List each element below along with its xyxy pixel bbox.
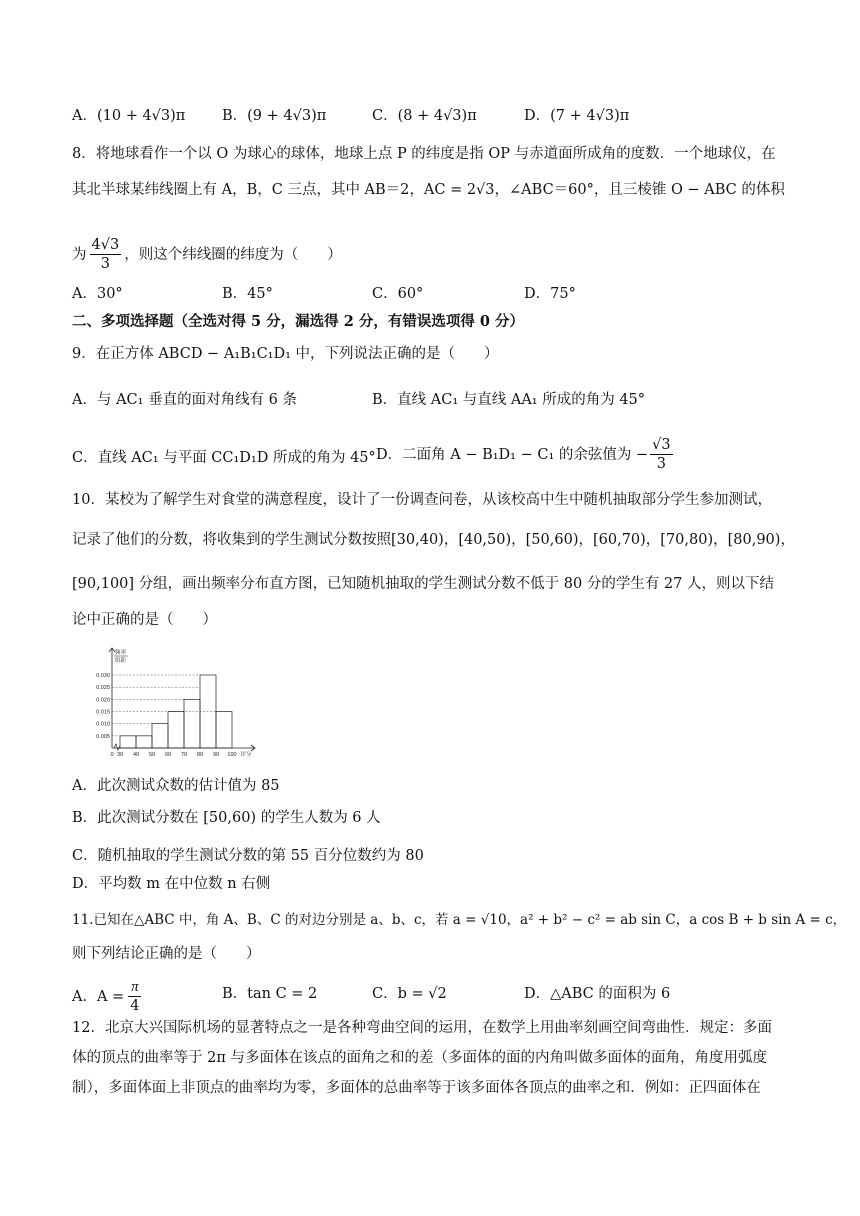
q7-option-d: D．(7 + 4√3)π (524, 108, 630, 124)
q8-option-c: C．60° (372, 286, 424, 302)
x-tick-label: 70 (180, 752, 188, 758)
q11-option-a (72, 978, 141, 1015)
histogram-bar (120, 736, 136, 748)
y-axis-label-bottom: 组距 (115, 658, 127, 664)
q11-option-b: B．tan C = 2 (222, 986, 318, 1002)
y-tick-label: 0.020 (96, 697, 110, 704)
q9-option-d (376, 436, 673, 473)
histogram-bar (136, 736, 152, 748)
axis-break-icon (114, 744, 120, 750)
q8-fraction-numerator: 4√3 (91, 237, 120, 253)
y-axis-label-top: 频率 (115, 650, 127, 656)
y-tick-label: 0.005 (96, 733, 110, 740)
histogram-bar (184, 699, 200, 748)
q9-option-b: B．直线 AC₁ 与直线 AA₁ 所成的角为 45° (372, 392, 646, 408)
q9-fraction-numerator: √3 (652, 437, 671, 453)
q8-fraction (90, 236, 122, 273)
q10-option-c: C．随机抽取的学生测试分数的第 55 百分位数约为 80 (72, 848, 424, 864)
x-tick-label: 50 (148, 752, 156, 758)
q7-option-b: B．(9 + 4√3)π (222, 108, 327, 124)
q8-stem-line2: 其北半球某纬线圈上有 A，B，C 三点，其中 AB＝2，AC = 2√3，∠ABC＝60°，且三棱锥 O − ABC 的体积 (72, 182, 785, 198)
histogram-bar (168, 712, 184, 749)
x-tick-label: 60 (164, 752, 172, 758)
q11-fraction-numerator: π (128, 978, 141, 997)
q10-stem-line1: 10．某校为了解学生对食堂的满意程度，设计了一份调查问卷，从该校高中生中随机抽取部分学生参加测试， (72, 492, 772, 508)
y-tick-label: 0.030 (96, 673, 110, 679)
q10-stem-line2: 记录了他们的分数，将收集到的学生测试分数按照[30,40)，[40,50)，[50,60)，[60,70)，[70,80)，[80,90)， (72, 532, 795, 548)
q8-option-a: A．30° (72, 286, 123, 302)
q11-option-a-prefix: A．A = (72, 988, 125, 1005)
q11-stem-line1: 11.已知在△ABC 中，角 A、B、C 的对边分别是 a、b、c，若 a = √10，a² + b² − c² = ab sin C，a cos B + b sin A = c， (72, 912, 847, 928)
frequency-histogram (84, 644, 264, 764)
q8-line3-suffix: ，则这个纬线圈的纬度为（ ） (124, 246, 342, 263)
q7-option-c: C．(8 + 4√3)π (372, 108, 477, 124)
x-tick-label: 0 (110, 752, 114, 758)
q10-stem-line4: 论中正确的是（ ） (72, 612, 217, 628)
q11-option-a-fraction (128, 978, 141, 1015)
q8-option-b: B．45° (222, 286, 273, 302)
q8-stem-line1: 8．将地球看作一个以 O 为球心的球体，地球上点 P 的纬度是指 OP 与赤道面所成角的度数．一个地球仪，在 (72, 146, 776, 162)
section-heading: 二、多项选择题（全选对得 5 分，漏选得 2 分，有错误选项得 0 分） (72, 313, 525, 330)
q11-option-c: C．b = √2 (372, 986, 447, 1002)
q8-fraction-denominator: 3 (100, 256, 110, 272)
q7-option-a: A．(10 + 4√3)π (72, 108, 186, 124)
y-tick-label: 0.025 (96, 685, 110, 692)
y-tick-label: 0.010 (96, 721, 110, 728)
q8-option-d: D．75° (524, 286, 576, 302)
q10-option-a: A．此次测试众数的估计值为 85 (72, 778, 280, 794)
q9-option-d-fraction (650, 436, 672, 473)
q12-stem-line3: 制），多面体面上非顶点的曲率均为零，多面体的总曲率等于该多面体各顶点的曲率之和．例如：正四面体在 (72, 1080, 761, 1096)
y-tick-label: 0.015 (96, 709, 110, 716)
q9-option-d-prefix: D．二面角 A − B₁D₁ − C₁ 的余弦值为 − (376, 446, 649, 463)
x-tick-label: 90 (212, 752, 220, 758)
q10-stem-line3: [90,100] 分组，画出频率分布直方图，已知随机抽取的学生测试分数不低于 80 分的学生有 27 人，则以下结 (72, 576, 774, 592)
q9-stem: 9．在正方体 ABCD − A₁B₁C₁D₁ 中，下列说法正确的是（ ） (72, 346, 499, 362)
histogram-bar (152, 724, 168, 748)
q9-option-a: A．与 AC₁ 垂直的面对角线有 6 条 (72, 392, 298, 408)
q10-option-b: B．此次测试分数在 [50,60) 的学生人数为 6 人 (72, 810, 381, 826)
q12-stem-line1: 12．北京大兴国际机场的显著特点之一是各种弯曲空间的运用，在数学上用曲率刻画空间弯曲性．规定：多面 (72, 1020, 772, 1036)
histogram-bar (216, 712, 232, 749)
q12-stem-line2: 体的顶点的曲率等于 2π 与多面体在该点的面角之和的差（多面体的面的内角叫做多面体的面角，角度用弧度 (72, 1050, 767, 1066)
x-tick-label: 80 (196, 752, 204, 758)
q11-stem-line2: 则下列结论正确的是（ ） (72, 946, 261, 962)
q8-stem-line3 (72, 236, 342, 273)
q11-fraction-denominator: 4 (130, 998, 140, 1014)
q11-option-d: D．△ABC 的面积为 6 (524, 986, 671, 1002)
x-axis-label: 评分 (240, 752, 252, 758)
x-tick-label: 100 (227, 752, 237, 758)
q9-option-c: C．直线 AC₁ 与平面 CC₁D₁D 所成的角为 45° (72, 450, 376, 466)
q9-fraction-denominator: 3 (656, 456, 666, 472)
q8-line3-prefix: 为 (72, 246, 87, 263)
q10-option-d: D．平均数 m 在中位数 n 右侧 (72, 876, 271, 892)
x-tick-label: 30 (116, 752, 124, 758)
x-tick-label: 40 (132, 752, 140, 758)
